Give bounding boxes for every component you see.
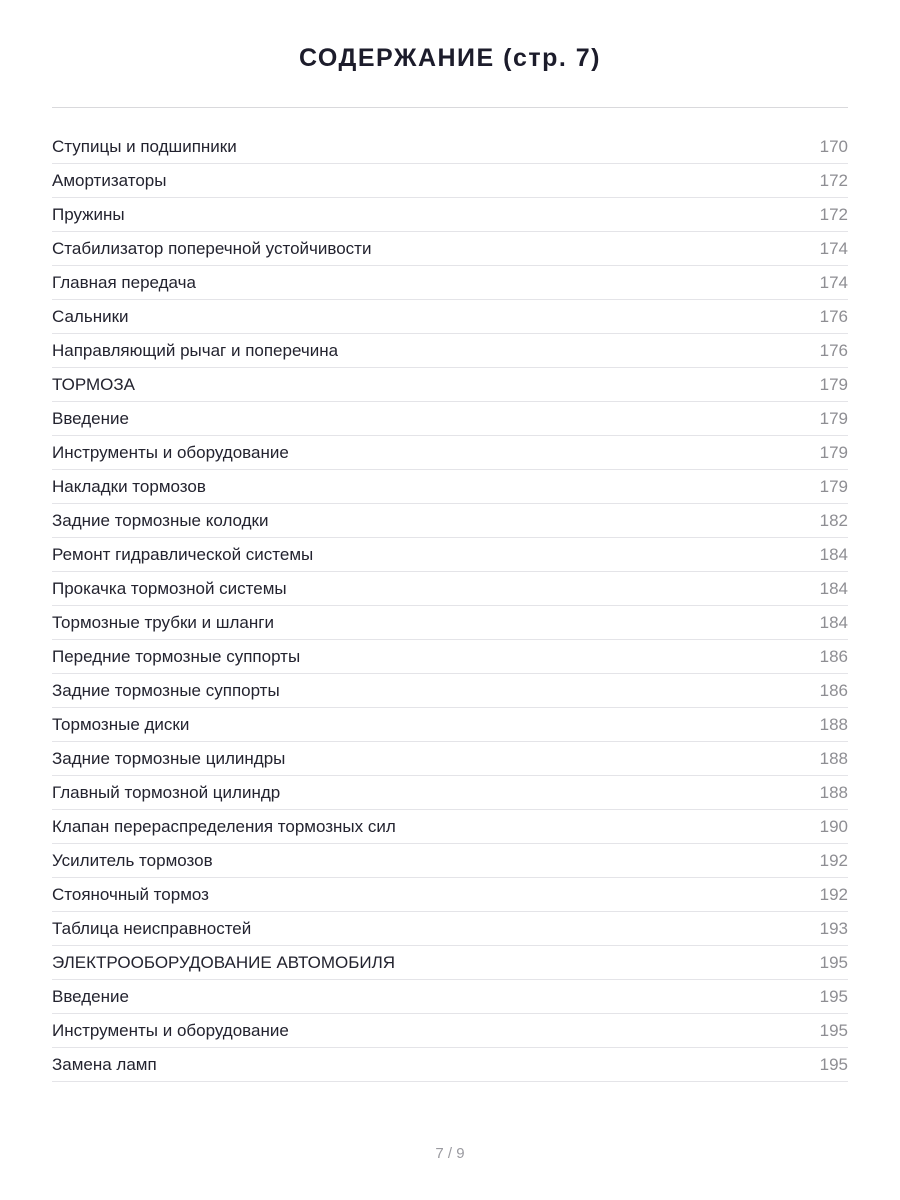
toc-entry-page: 190 bbox=[819, 816, 848, 836]
toc-entry-page: 176 bbox=[819, 306, 848, 326]
toc-entry-page: 186 bbox=[819, 646, 848, 666]
toc-entry-label: Прокачка тормозной системы bbox=[52, 578, 287, 598]
toc-entry-label: Замена ламп bbox=[52, 1054, 157, 1074]
toc-entry-page: 195 bbox=[819, 986, 848, 1006]
toc-entry-page: 179 bbox=[819, 476, 848, 496]
toc-entry-page: 182 bbox=[819, 510, 848, 530]
toc-entry-label: Инструменты и оборудование bbox=[52, 1020, 289, 1040]
toc-entry-label: ТОРМОЗА bbox=[52, 374, 135, 394]
toc-entry-label: Главный тормозной цилиндр bbox=[52, 782, 281, 802]
toc-entry-label: Инструменты и оборудование bbox=[52, 442, 289, 462]
toc-entry-label: Амортизаторы bbox=[52, 170, 167, 190]
toc-entry-label: Усилитель тормозов bbox=[52, 850, 213, 870]
toc-entry-label: Стояночный тормоз bbox=[52, 884, 209, 904]
toc-row bbox=[52, 198, 848, 232]
toc-row bbox=[52, 130, 848, 164]
toc-entry-page: 170 bbox=[819, 136, 848, 156]
toc-entry-label: Тормозные диски bbox=[52, 714, 190, 734]
toc-row bbox=[52, 878, 848, 912]
toc-entry-page: 176 bbox=[819, 340, 848, 360]
toc-row bbox=[52, 742, 848, 776]
toc-entry-label: Пружины bbox=[52, 204, 125, 224]
toc-list bbox=[52, 130, 848, 1082]
toc-entry-page: 184 bbox=[819, 544, 848, 564]
toc-row bbox=[52, 776, 848, 810]
toc-entry-label: Задние тормозные цилиндры bbox=[52, 748, 286, 768]
toc-entry-page: 174 bbox=[819, 272, 848, 292]
toc-entry-page: 195 bbox=[819, 1020, 848, 1040]
toc-entry-page: 179 bbox=[819, 408, 848, 428]
toc-row bbox=[52, 946, 848, 980]
toc-entry-page: 184 bbox=[819, 612, 848, 632]
title-divider bbox=[52, 107, 848, 108]
toc-entry-page: 195 bbox=[819, 1054, 848, 1074]
toc-entry-page: 186 bbox=[819, 680, 848, 700]
toc-row bbox=[52, 232, 848, 266]
toc-row bbox=[52, 708, 848, 742]
toc-row bbox=[52, 674, 848, 708]
toc-entry-page: 179 bbox=[819, 442, 848, 462]
toc-row bbox=[52, 164, 848, 198]
toc-entry-page: 188 bbox=[819, 748, 848, 768]
toc-entry-page: 172 bbox=[819, 204, 848, 224]
toc-entry-label: Передние тормозные суппорты bbox=[52, 646, 301, 666]
toc-entry-label: Задние тормозные суппорты bbox=[52, 680, 280, 700]
toc-entry-label: Направляющий рычаг и поперечина bbox=[52, 340, 339, 360]
toc-entry-page: 172 bbox=[819, 170, 848, 190]
toc-row bbox=[52, 572, 848, 606]
toc-entry-label: ЭЛЕКТРООБОРУДОВАНИЕ АВТОМОБИЛЯ bbox=[52, 952, 396, 972]
toc-row bbox=[52, 1048, 848, 1082]
toc-entry-label: Таблица неисправностей bbox=[52, 918, 252, 938]
toc-row bbox=[52, 402, 848, 436]
toc-row bbox=[52, 606, 848, 640]
toc-entry-page: 188 bbox=[819, 714, 848, 734]
toc-entry-label: Клапан перераспределения тормозных сил bbox=[52, 816, 396, 836]
toc-row bbox=[52, 266, 848, 300]
toc-row bbox=[52, 334, 848, 368]
toc-entry-page: 188 bbox=[819, 782, 848, 802]
toc-entry-label: Введение bbox=[52, 986, 129, 1006]
toc-row bbox=[52, 368, 848, 402]
toc-entry-page: 195 bbox=[819, 952, 848, 972]
toc-entry-label: Ступицы и подшипники bbox=[52, 136, 237, 156]
toc-entry-page: 174 bbox=[819, 238, 848, 258]
toc-entry-label: Ремонт гидравлической системы bbox=[52, 544, 314, 564]
toc-row bbox=[52, 810, 848, 844]
page-number-indicator: 7 / 9 bbox=[435, 1145, 465, 1162]
toc-entry-label: Накладки тормозов bbox=[52, 476, 206, 496]
page-title: СОДЕРЖАНИЕ (стр. 7) bbox=[298, 44, 602, 72]
toc-row bbox=[52, 300, 848, 334]
toc-row bbox=[52, 912, 848, 946]
toc-row bbox=[52, 504, 848, 538]
toc-row bbox=[52, 436, 848, 470]
toc-entry-label: Введение bbox=[52, 408, 129, 428]
toc-row bbox=[52, 980, 848, 1014]
toc-entry-page: 192 bbox=[819, 850, 848, 870]
toc-row bbox=[52, 538, 848, 572]
toc-entry-label: Тормозные трубки и шланги bbox=[52, 612, 274, 632]
toc-row bbox=[52, 1014, 848, 1048]
toc-row bbox=[52, 844, 848, 878]
toc-entry-page: 192 bbox=[819, 884, 848, 904]
toc-entry-page: 193 bbox=[819, 918, 848, 938]
toc-entry-label: Задние тормозные колодки bbox=[52, 510, 269, 530]
toc-row bbox=[52, 640, 848, 674]
toc-entry-label: Стабилизатор поперечной устойчивости bbox=[52, 238, 372, 258]
toc-entry-label: Сальники bbox=[52, 306, 129, 326]
toc-row bbox=[52, 470, 848, 504]
toc-entry-page: 179 bbox=[819, 374, 848, 394]
toc-entry-label: Главная передача bbox=[52, 272, 196, 292]
toc-entry-page: 184 bbox=[819, 578, 848, 598]
